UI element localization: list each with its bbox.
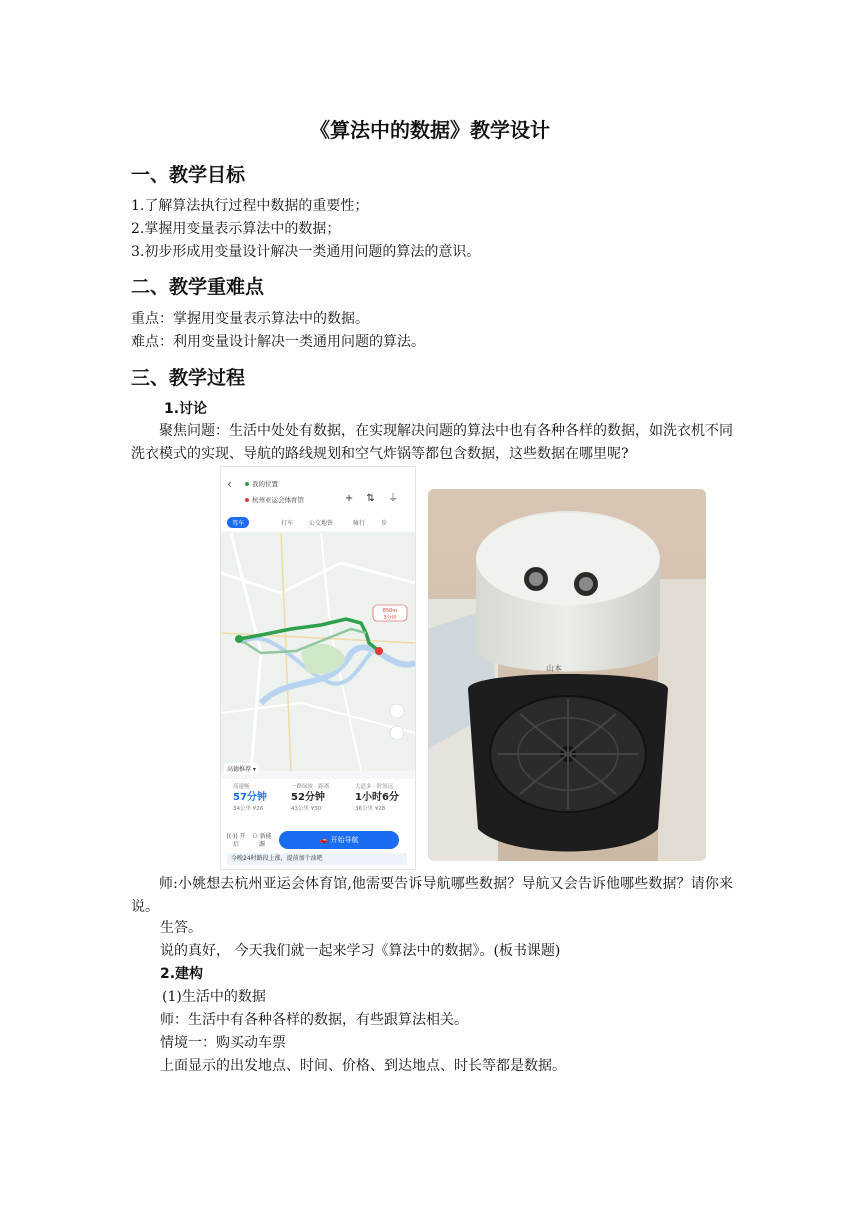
- origin-marker: [235, 635, 243, 643]
- route-badge-distance: 850m: [382, 608, 398, 614]
- navigation-footer: [221, 829, 415, 869]
- scenario-description: 上面显示的出发地点、时间、价格、到达地点、时长等都是数据。: [160, 1058, 566, 1074]
- locate-icon: [390, 726, 404, 740]
- transport-mode-tabs: [221, 515, 415, 531]
- radar-icon: ((·)) 开启: [226, 833, 246, 848]
- subsection-construct: 2.建构: [160, 966, 204, 982]
- sub-item-life-data: (1)生活中的数据: [162, 989, 266, 1005]
- route-option-3: 大道多 · 时间远 1小时6分 36公里 ¥28: [355, 784, 399, 812]
- route-badge-time: 3分钟: [383, 615, 397, 621]
- start-navigation-button: 🚗 开始导航: [279, 831, 399, 849]
- mode-walk: 步: [381, 520, 388, 527]
- route-option-1: 高速畅 57分钟 34公里 ¥26: [233, 784, 267, 812]
- route-preference: 高德推荐 ▾: [224, 763, 259, 774]
- air-fryer-photo: [428, 489, 706, 861]
- mode-bike: 骑行: [353, 520, 366, 527]
- route-option-2: 一路绿波 · 距离 52分钟 43公里 ¥30: [291, 784, 330, 812]
- origin-field: 我的位置: [245, 479, 278, 488]
- paragraph-focus-question: 聚焦问题：生活中处处有数据，在实现解决问题的算法中也有各种各样的数据，如洗衣机不同洗衣模式的实现、导航的路线规划和空气炸锅等都包含数据，这些数据在哪里呢?: [131, 423, 733, 462]
- goal-item-2: 2.掌握用变量表示算法中的数据；: [131, 221, 341, 237]
- destination-marker: [375, 647, 383, 655]
- mode-drive: 驾车: [227, 517, 249, 528]
- document-title: 《算法中的数据》教学设计: [310, 118, 550, 142]
- new-energy-icon: ⚇ 新能源: [252, 833, 272, 848]
- difficulty-item: 难点：利用变量设计解决一类通用问题的算法。: [131, 334, 425, 350]
- route-tools-icons: + ⇅ ⏚: [344, 493, 403, 504]
- section-heading-key-points: 二、教学重难点: [131, 276, 265, 298]
- navigation-app-screenshot: [220, 466, 416, 870]
- section-heading-goals: 一、教学目标: [131, 164, 246, 186]
- goal-item-1: 1.了解算法执行过程中数据的重要性；: [131, 198, 369, 214]
- refresh-icon: [390, 704, 404, 718]
- scenario-title: 情境一：购买动车票: [160, 1035, 286, 1051]
- mode-taxi: 打车: [281, 520, 294, 527]
- goal-item-3: 3.初步形成用变量设计解决一类通用问题的算法的意识。: [131, 244, 481, 260]
- subsection-discussion: 1.讨论: [164, 401, 208, 417]
- route-options: [221, 779, 415, 831]
- destination-field: 杭州亚运会体育馆: [245, 495, 304, 504]
- student-answer: 生答。: [160, 920, 202, 936]
- teacher-line-2: 师：生活中有各种各样的数据，有些跟算法相关。: [160, 1012, 468, 1028]
- lesson-intro-line: 说的真好， 今天我们就一起来学习《算法中的数据》。(板书课题): [160, 943, 561, 959]
- route-map: [221, 533, 415, 771]
- brand-logo: 山本: [546, 664, 562, 673]
- tip-banner: 今晚24时路段上涨，提前加个油吧: [227, 853, 407, 865]
- mode-transit: 公交地铁: [309, 520, 334, 527]
- key-point-item: 重点：掌握用变量表示算法中的数据。: [131, 311, 369, 327]
- paragraph-teacher-question: 师:小姚想去杭州亚运会体育馆,他需要告诉导航哪些数据？导航又会告诉他哪些数据？请你来说。: [131, 876, 733, 915]
- back-icon: ‹: [227, 477, 232, 491]
- route-input-panel: [221, 467, 415, 515]
- section-heading-process: 三、教学过程: [131, 367, 246, 389]
